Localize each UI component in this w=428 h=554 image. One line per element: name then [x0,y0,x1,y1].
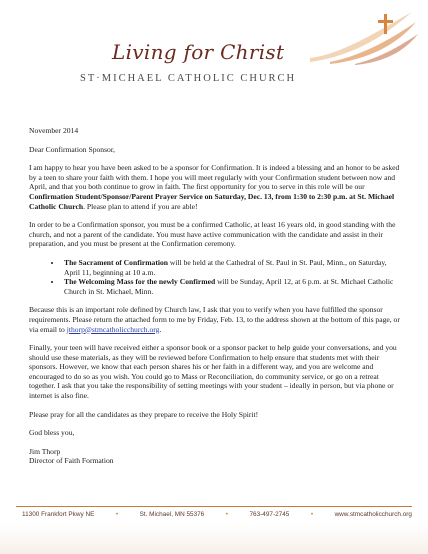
footer-separator: • [115,511,119,518]
footer-divider [16,506,412,507]
letter-body [29,126,401,466]
event-title: The Welcoming Mass for the newly Confirmed [64,277,216,287]
event-list [29,258,401,296]
signature-name: Jim Thorp [29,446,61,456]
footer [22,511,412,518]
letterhead-title: Living for Christ [112,40,285,64]
letter-date: November 2014 [29,126,79,135]
paragraph-verification-end: . [159,324,162,334]
paragraph-verification [29,305,401,334]
paragraph-intro [29,163,401,211]
letterhead [0,0,428,92]
prayer-service-highlight: Confirmation Student/Sponsor/Parent Prayer Service on Saturday, Dec. 13, from 1:30 to 2:30 p.m. at St. Michael Catholic Church [29,191,395,211]
paragraph-requirements: In order to be a Confirmation sponsor, you must be a confirmed Catholic, at least 16 years old, in good standing with the church, and not a parent of the candidate. You must have active communication with the candidate and assist in their preparation, and you must be present at the Confirmation ceremony. [29,220,396,249]
salutation: Dear Confirmation Sponsor, [29,144,115,154]
footer-separator: • [225,511,228,518]
footer-phone: 763-497-2745 [249,511,290,518]
list-item [62,277,401,296]
email-link[interactable]: jthorp@stmcatholicchurch.org [66,324,160,334]
paragraph-intro-end: . Please plan to attend if you are able! [83,201,198,211]
signature-block [29,447,401,466]
event-details: will be held at the Cathedral of St. Paul in St. Paul, Minn., on Saturday, April 11, beginning at 10 a.m. [64,257,387,277]
footer-band [0,524,428,554]
footer-address: 11300 Frankfort Pkwy NE [22,511,95,518]
list-item [62,258,401,277]
footer-website[interactable]: www.stmcatholicchurch.org [334,511,412,518]
footer-city: St. Michael, MN 55376 [139,511,205,518]
event-details: will be Sunday, April 12, at 6 p.m. at St. Michael Catholic Church in St. Michael, Minn. [64,277,394,296]
signature-title: Director of Faith Formation [29,456,114,466]
paragraph-verification-text: Because this is an important role defined by Church law, I ask that you to verify when you have fulfilled the sponsor requirements. Please return the attached form to me by Friday, Feb. 13, to the address shown at the bottom of this page, or via email to [29,305,400,334]
paragraph-prayer: Please pray for all the candidates as they prepare to receive the Holy Spirit! [29,409,259,419]
paragraph-guidance: Finally, your teen will have received either a sponsor book or a sponsor packet to help guide your conversations, and you should use these materials, as they will be reviewed before Confirmation to help ensure that students met with their sponsors. However, we know that each person shares his or her faith in a different way, and you are welcome and encouraged to do so as you wish. You could go to Mass or Reconciliation, do community service, or go on a retreat together. I ask that you take the responsibility of setting meetings with your student – ideally in person, but via phone or internet is also fine. [29,343,397,401]
footer-separator: • [310,511,314,518]
paragraph-intro-text: I am happy to hear you have been asked to be a sponsor for Confirmation. It is indeed a blessing and an honor to be asked by a teen to share your faith with them. I hope you will meet regularly with your Confirmation student between now and April, and that you both continue to grow in faith. The first opportunity for you to serve in this role will be our [29,163,400,192]
church-name: ST·MICHAEL CATHOLIC CHURCH [80,73,297,84]
closing: God bless you, [29,428,75,438]
event-title: The Sacrament of Confirmation [64,257,168,267]
